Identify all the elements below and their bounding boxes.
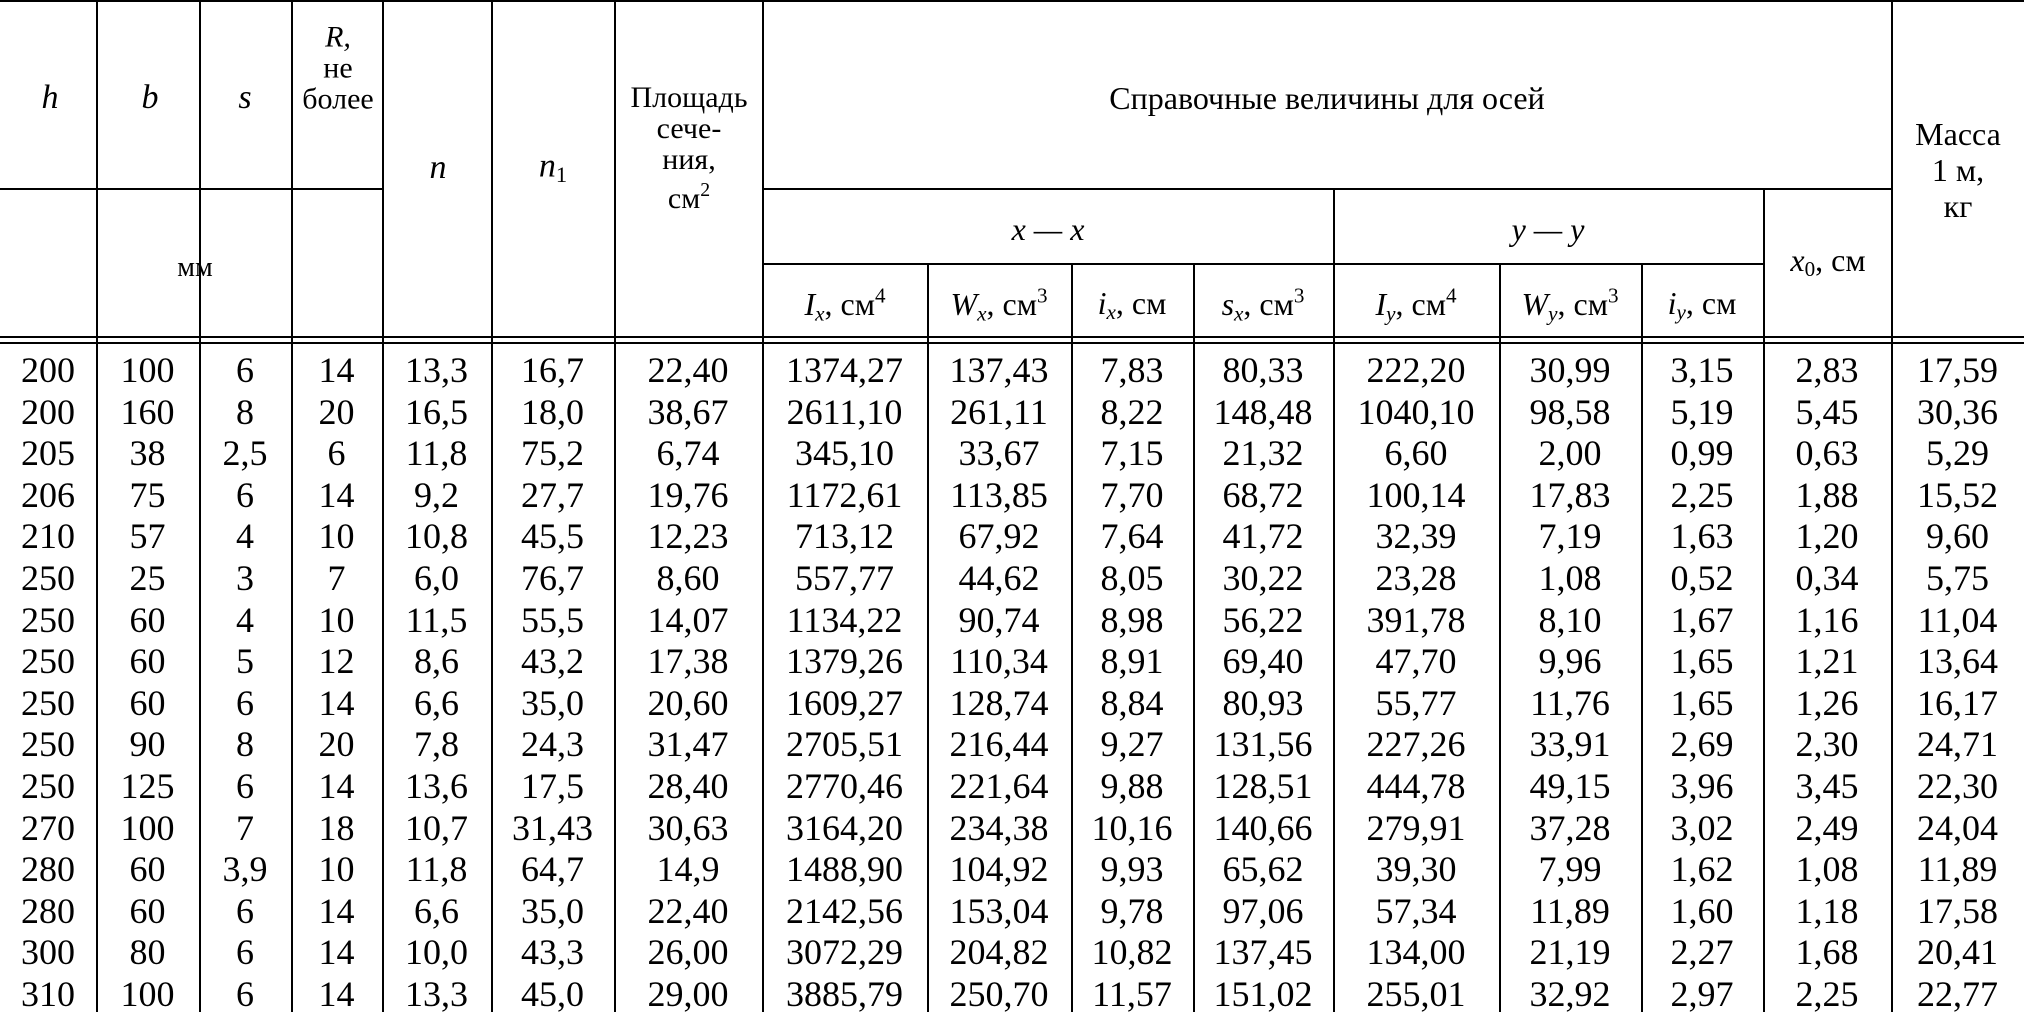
header-b: b bbox=[141, 79, 159, 116]
table-cell: 3072,29 bbox=[786, 932, 903, 973]
table-cell: 151,02 bbox=[1213, 974, 1313, 1014]
header-mass: Масса 1 м, кг bbox=[1915, 116, 2001, 224]
table-cell: 1,62 bbox=[1670, 849, 1734, 890]
table-cell: 10 bbox=[318, 599, 355, 640]
table-cell: 17,38 bbox=[647, 641, 729, 682]
table-cell: 11,8 bbox=[405, 849, 468, 890]
table-cell: 7,64 bbox=[1100, 516, 1164, 557]
table-cell: 30,63 bbox=[647, 807, 729, 848]
table-cell: 6,0 bbox=[414, 558, 459, 598]
table-cell: 38 bbox=[129, 433, 166, 474]
table-cell: 8,05 bbox=[1100, 558, 1164, 598]
table-cell: 47,70 bbox=[1375, 641, 1457, 682]
table-cell: 250,70 bbox=[949, 974, 1049, 1014]
table-cell: 8,98 bbox=[1100, 599, 1164, 640]
table-cell: 3,9 bbox=[222, 849, 268, 890]
table-cell: 14 bbox=[318, 890, 355, 931]
table-cell: 137,43 bbox=[949, 350, 1049, 390]
table-cell: 1,65 bbox=[1670, 641, 1734, 682]
table-cell: 21,32 bbox=[1222, 433, 1304, 474]
table-cell: 250 bbox=[21, 682, 75, 723]
table-cell: 11,57 bbox=[1092, 974, 1172, 1014]
table-cell: 9,27 bbox=[1100, 724, 1164, 765]
table-cell: 3,45 bbox=[1795, 766, 1859, 806]
table-cell: 7,8 bbox=[414, 724, 459, 765]
table-cell: 1134,22 bbox=[786, 599, 903, 640]
header-sx: $s_x$, $см^3$ bbox=[1221, 283, 1305, 326]
table-cell: 250 bbox=[21, 724, 75, 765]
table-cell: 11,89 bbox=[1530, 890, 1610, 931]
table-cell: 2,27 bbox=[1670, 932, 1734, 973]
table-cell: 16,7 bbox=[521, 350, 584, 390]
table-cell: 8,84 bbox=[1100, 682, 1164, 723]
table-cell: 17,58 bbox=[1917, 890, 1998, 931]
table-cell: 6,74 bbox=[656, 433, 720, 474]
header-wx: $W_x$, $см^3$ bbox=[950, 283, 1048, 326]
table-cell: 100 bbox=[120, 974, 175, 1014]
table-cell: 1,88 bbox=[1795, 474, 1859, 515]
table-cell: 7 bbox=[327, 558, 346, 598]
table-cell: 1488,90 bbox=[786, 849, 903, 890]
table-cell: 1379,26 bbox=[786, 641, 903, 682]
table-cell: 234,38 bbox=[949, 807, 1049, 848]
table-cell: 9,60 bbox=[1926, 516, 1989, 557]
table-cell: 7,70 bbox=[1100, 474, 1164, 515]
table-cell: 75,2 bbox=[521, 433, 584, 474]
table-cell: 10 bbox=[318, 849, 355, 890]
header-axis-xx: x — x bbox=[1011, 211, 1085, 247]
table-cell: 15,52 bbox=[1917, 474, 1998, 515]
table-cell: 25 bbox=[129, 558, 166, 598]
table-cell: 60 bbox=[129, 682, 166, 723]
table-cell: 0,34 bbox=[1795, 558, 1859, 598]
table-cell: 9,88 bbox=[1100, 766, 1164, 806]
table-cell: 80,33 bbox=[1222, 350, 1304, 390]
table-cell: 20 bbox=[318, 391, 355, 432]
table-cell: 14 bbox=[318, 474, 355, 515]
table-cell: 2142,56 bbox=[786, 890, 903, 931]
table-cell: 55,5 bbox=[521, 599, 584, 640]
table-cell: 39,30 bbox=[1375, 849, 1457, 890]
table-cell: 2,97 bbox=[1670, 974, 1734, 1014]
table-cell: 148,48 bbox=[1213, 391, 1313, 432]
header-iy-moment: $I_y$, $см^4$ bbox=[1375, 283, 1457, 326]
table-cell: 9,2 bbox=[414, 474, 459, 515]
table-cell: 6 bbox=[236, 932, 254, 973]
table-cell: 1,18 bbox=[1795, 890, 1859, 931]
table-cell: 11,04 bbox=[1917, 599, 1998, 640]
table-cell: 31,43 bbox=[512, 807, 593, 848]
table-cell: 6,60 bbox=[1384, 433, 1448, 474]
table-cell: 38,67 bbox=[647, 391, 729, 432]
table-cell: 98,58 bbox=[1529, 391, 1611, 432]
table-cell: 2,5 bbox=[222, 433, 268, 474]
table-cell: 160 bbox=[120, 391, 175, 432]
table-cell: 33,67 bbox=[958, 433, 1040, 474]
table-cell: 6 bbox=[236, 474, 254, 515]
table-cell: 713,12 bbox=[795, 516, 894, 557]
table-cell: 24,3 bbox=[521, 724, 584, 765]
table-cell: 68,72 bbox=[1222, 474, 1304, 515]
table-cell: 131,56 bbox=[1213, 724, 1313, 765]
table-cell: 100,14 bbox=[1366, 474, 1466, 515]
table-cell: 35,0 bbox=[521, 890, 584, 931]
table-cell: 14,9 bbox=[656, 849, 720, 890]
table-cell: 8,91 bbox=[1100, 641, 1164, 682]
table-cell: 2,30 bbox=[1795, 724, 1859, 765]
table-cell: 5,29 bbox=[1926, 433, 1989, 474]
header-x0: $x_0$, см bbox=[1790, 241, 1866, 282]
header-n: n bbox=[429, 149, 447, 186]
table-cell: 13,3 bbox=[405, 350, 468, 390]
table-cell: 5,19 bbox=[1670, 391, 1734, 432]
header-iy-radius: $i_y$, см bbox=[1667, 284, 1737, 325]
table-cell: 8,60 bbox=[656, 558, 720, 598]
table-cell: 27,7 bbox=[521, 474, 584, 515]
table-cell: 3164,20 bbox=[786, 807, 903, 848]
table-cell: 5,45 bbox=[1795, 391, 1859, 432]
header-area: Площадь сече- ния, $см^2$ bbox=[630, 81, 748, 215]
table-cell: 1040,10 bbox=[1357, 391, 1475, 432]
table-cell: 227,26 bbox=[1366, 724, 1466, 765]
table-cell: 1,63 bbox=[1670, 516, 1734, 557]
table-cell: 7,99 bbox=[1538, 849, 1602, 890]
table-cell: 22,40 bbox=[647, 350, 729, 390]
table-cell: 10,82 bbox=[1091, 932, 1173, 973]
table-cell: 300 bbox=[21, 932, 75, 973]
table-cell: 12,23 bbox=[647, 516, 729, 557]
table-cell: 6 bbox=[236, 682, 254, 723]
table-cell: 24,04 bbox=[1917, 807, 1998, 848]
table-cell: 22,40 bbox=[647, 890, 729, 931]
header-mm: мм bbox=[177, 252, 213, 283]
table-cell: 90,74 bbox=[958, 599, 1040, 640]
table-cell: 391,78 bbox=[1366, 599, 1466, 640]
table-cell: 2611,10 bbox=[786, 391, 903, 432]
table-cell: 65,62 bbox=[1222, 849, 1304, 890]
table-cell: 4 bbox=[236, 599, 254, 640]
table-cell: 41,72 bbox=[1222, 516, 1304, 557]
table-cell: 2,25 bbox=[1670, 474, 1734, 515]
table-cell: 6 bbox=[236, 766, 254, 806]
header-s: s bbox=[238, 79, 252, 116]
table-cell: 125 bbox=[120, 766, 175, 806]
table-cell: 2,49 bbox=[1795, 807, 1859, 848]
table-cell: 30,22 bbox=[1222, 558, 1304, 598]
table-cell: 18 bbox=[318, 807, 355, 848]
table-cell: 3,96 bbox=[1670, 766, 1734, 806]
table-cell: 14 bbox=[318, 932, 355, 973]
table-cell: 49,15 bbox=[1529, 766, 1611, 806]
table-cell: 10,16 bbox=[1091, 807, 1173, 848]
table-cell: 1,21 bbox=[1795, 641, 1859, 682]
table-cell: 2705,51 bbox=[786, 724, 903, 765]
table-cell: 113,85 bbox=[950, 474, 1048, 515]
table-cell: 16,5 bbox=[405, 391, 468, 432]
table-cell: 67,92 bbox=[958, 516, 1040, 557]
table-cell: 128,51 bbox=[1213, 766, 1313, 806]
table-cell: 60 bbox=[129, 849, 166, 890]
table-cell: 8 bbox=[236, 391, 254, 432]
table-cell: 9,96 bbox=[1538, 641, 1602, 682]
table-cell: 45,0 bbox=[521, 974, 584, 1014]
table-cell: 6,6 bbox=[414, 682, 459, 723]
table-cell: 32,92 bbox=[1529, 974, 1611, 1014]
table-cell: 3,02 bbox=[1670, 807, 1734, 848]
table-cell: 100 bbox=[120, 807, 175, 848]
table-cell: 6,6 bbox=[414, 890, 459, 931]
table-cell: 23,28 bbox=[1375, 558, 1457, 598]
table-cell: 55,77 bbox=[1375, 682, 1457, 723]
table-cell: 2,69 bbox=[1670, 724, 1734, 765]
table-cell: 8,10 bbox=[1538, 599, 1602, 640]
table-cell: 200 bbox=[21, 391, 75, 432]
table-cell: 250 bbox=[21, 599, 75, 640]
table-cell: 17,83 bbox=[1529, 474, 1611, 515]
table-cell: 250 bbox=[21, 558, 75, 598]
table-cell: 22,30 bbox=[1917, 766, 1998, 806]
table-cell: 270 bbox=[21, 807, 75, 848]
table-cell: 26,00 bbox=[647, 932, 729, 973]
table-cell: 56,22 bbox=[1222, 599, 1304, 640]
header-n1: $n_1$ bbox=[538, 147, 568, 188]
table-cell: 90 bbox=[129, 724, 166, 765]
table-cell: 216,44 bbox=[949, 724, 1049, 765]
table-cell: 17,5 bbox=[521, 766, 584, 806]
table-cell: 279,91 bbox=[1366, 807, 1466, 848]
table-cell: 3,15 bbox=[1670, 350, 1734, 390]
table-cell: 31,47 bbox=[647, 724, 729, 765]
table-cell: 1,68 bbox=[1795, 932, 1859, 973]
table-cell: 310 bbox=[21, 974, 75, 1014]
table-cell: 255,01 bbox=[1366, 974, 1466, 1014]
table-cell: 1374,27 bbox=[786, 350, 903, 390]
table-cell: 20 bbox=[318, 724, 355, 765]
table-cell: 0,63 bbox=[1795, 433, 1859, 474]
table-cell: 2770,46 bbox=[786, 766, 903, 806]
table-cell: 17,59 bbox=[1917, 350, 1998, 390]
table-cell: 16,17 bbox=[1917, 682, 1998, 723]
table-cell: 250 bbox=[21, 641, 75, 682]
table-cell: 2,83 bbox=[1795, 350, 1859, 390]
table-cell: 20,60 bbox=[647, 682, 729, 723]
table-cell: 7,83 bbox=[1100, 350, 1164, 390]
table-cell: 204,82 bbox=[949, 932, 1049, 973]
table-cell: 14,07 bbox=[647, 599, 729, 640]
table-cell: 60 bbox=[129, 641, 166, 682]
table-cell: 1,67 bbox=[1670, 599, 1734, 640]
table-cell: 0,52 bbox=[1670, 558, 1734, 598]
table-cell: 29,00 bbox=[647, 974, 729, 1014]
table-cell: 12 bbox=[318, 641, 355, 682]
table-cell: 60 bbox=[129, 890, 166, 931]
table-cell: 3 bbox=[236, 558, 254, 598]
table-cell: 444,78 bbox=[1366, 766, 1466, 806]
table-cell: 80,93 bbox=[1222, 682, 1304, 723]
table-cell: 100 bbox=[120, 350, 175, 390]
table-cell: 7 bbox=[236, 807, 254, 848]
table-cell: 5,75 bbox=[1926, 558, 1989, 598]
table-cell: 205 bbox=[21, 433, 75, 474]
table-cell: 14 bbox=[318, 682, 355, 723]
table-cell: 134,00 bbox=[1366, 932, 1466, 973]
table-cell: 1,20 bbox=[1795, 516, 1859, 557]
table-cell: 43,2 bbox=[521, 641, 584, 682]
table-cell: 97,06 bbox=[1222, 890, 1304, 931]
table-cell: 14 bbox=[318, 974, 355, 1014]
table-cell: 24,71 bbox=[1917, 724, 1998, 765]
table-cell: 210 bbox=[21, 516, 75, 557]
table-cell: 22,77 bbox=[1917, 974, 1998, 1014]
table-cell: 19,76 bbox=[647, 474, 729, 515]
table-cell: 9,78 bbox=[1100, 890, 1164, 931]
table-cell: 14 bbox=[318, 766, 355, 806]
header-wy: $W_y$, $см^3$ bbox=[1521, 283, 1619, 326]
table-cell: 76,7 bbox=[521, 558, 584, 598]
table-cell: 30,36 bbox=[1917, 391, 1998, 432]
header-ix-radius: $i_x$, см bbox=[1097, 284, 1167, 325]
table-cell: 261,11 bbox=[950, 391, 1048, 432]
table-cell: 64,7 bbox=[521, 849, 584, 890]
table-cell: 5 bbox=[236, 641, 254, 682]
table-cell: 140,66 bbox=[1213, 807, 1313, 848]
table-cell: 137,45 bbox=[1213, 932, 1313, 973]
table-cell: 280 bbox=[21, 890, 75, 931]
table-cell: 69,40 bbox=[1222, 641, 1304, 682]
table-cell: 35,0 bbox=[521, 682, 584, 723]
table-cell: 1172,61 bbox=[786, 474, 903, 515]
table-cell: 9,93 bbox=[1100, 849, 1164, 890]
table-cell: 1,08 bbox=[1795, 849, 1859, 890]
table-cell: 20,41 bbox=[1917, 932, 1998, 973]
table-cell: 6 bbox=[236, 974, 254, 1014]
table-cell: 557,77 bbox=[795, 558, 894, 598]
table-cell: 33,91 bbox=[1529, 724, 1611, 765]
table-cell: 11,5 bbox=[405, 599, 468, 640]
table-cell: 8 bbox=[236, 724, 254, 765]
table-cell: 6 bbox=[236, 350, 254, 390]
table-cell: 57,34 bbox=[1375, 890, 1457, 931]
table-cell: 13,6 bbox=[405, 766, 468, 806]
table-cell: 6 bbox=[236, 890, 254, 931]
table-cell: 18,0 bbox=[521, 391, 584, 432]
table-cell: 11,8 bbox=[405, 433, 468, 474]
table-cell: 3885,79 bbox=[786, 974, 903, 1014]
table-cell: 43,3 bbox=[521, 932, 584, 973]
table-cell: 222,20 bbox=[1366, 350, 1466, 390]
table-cell: 221,64 bbox=[949, 766, 1049, 806]
table-cell: 28,40 bbox=[647, 766, 729, 806]
table-cell: 32,39 bbox=[1375, 516, 1457, 557]
table-cell: 1609,27 bbox=[786, 682, 903, 723]
table-cell: 21,19 bbox=[1529, 932, 1611, 973]
table-cell: 10,8 bbox=[405, 516, 468, 557]
table-cell: 206 bbox=[21, 474, 75, 515]
table-cell: 44,62 bbox=[958, 558, 1040, 598]
table-cell: 200 bbox=[21, 350, 75, 390]
table-cell: 60 bbox=[129, 599, 166, 640]
table-cell: 1,65 bbox=[1670, 682, 1734, 723]
table-cell: 14 bbox=[318, 350, 355, 390]
table-cell: 250 bbox=[21, 766, 75, 806]
table-cell: 30,99 bbox=[1529, 350, 1611, 390]
table-cell: 75 bbox=[129, 474, 166, 515]
table-cell: 1,60 bbox=[1670, 890, 1734, 931]
table-cell: 153,04 bbox=[949, 890, 1049, 931]
table-cell: 10 bbox=[318, 516, 355, 557]
table-cell: 1,08 bbox=[1538, 558, 1602, 598]
table-cell: 0,99 bbox=[1670, 433, 1734, 474]
header-reference-values: Справочные величины для осей bbox=[1109, 80, 1545, 116]
table-cell: 10,0 bbox=[405, 932, 468, 973]
table-cell: 7,15 bbox=[1100, 433, 1164, 474]
header-h: h bbox=[41, 79, 59, 116]
table-cell: 128,74 bbox=[949, 682, 1049, 723]
header-axis-yy: y — y bbox=[1511, 211, 1585, 247]
table-cell: 11,76 bbox=[1530, 682, 1610, 723]
table-cell: 13,3 bbox=[405, 974, 468, 1014]
header-r: R, не более bbox=[302, 20, 374, 116]
table-cell: 6 bbox=[327, 433, 346, 474]
table-cell: 2,25 bbox=[1795, 974, 1859, 1014]
table-cell: 1,26 bbox=[1795, 682, 1859, 723]
table-cell: 280 bbox=[21, 849, 75, 890]
table-cell: 57 bbox=[129, 516, 166, 557]
table-cell: 13,64 bbox=[1917, 641, 1998, 682]
table-cell: 8,6 bbox=[414, 641, 459, 682]
table-cell: 10,7 bbox=[405, 807, 468, 848]
table-cell: 45,5 bbox=[521, 516, 584, 557]
table-cell: 11,89 bbox=[1917, 849, 1998, 890]
header-ix-moment: $I_x$, $см^4$ bbox=[804, 283, 886, 326]
table-cell: 37,28 bbox=[1529, 807, 1611, 848]
table-cell: 7,19 bbox=[1538, 516, 1602, 557]
table-cell: 1,16 bbox=[1795, 599, 1859, 640]
table-cell: 80 bbox=[129, 932, 166, 973]
table-cell: 345,10 bbox=[795, 433, 894, 474]
table-cell: 110,34 bbox=[950, 641, 1048, 682]
table-cell: 8,22 bbox=[1100, 391, 1164, 432]
table-cell: 2,00 bbox=[1538, 433, 1602, 474]
table-cell: 4 bbox=[236, 516, 254, 557]
table-cell: 104,92 bbox=[949, 849, 1049, 890]
